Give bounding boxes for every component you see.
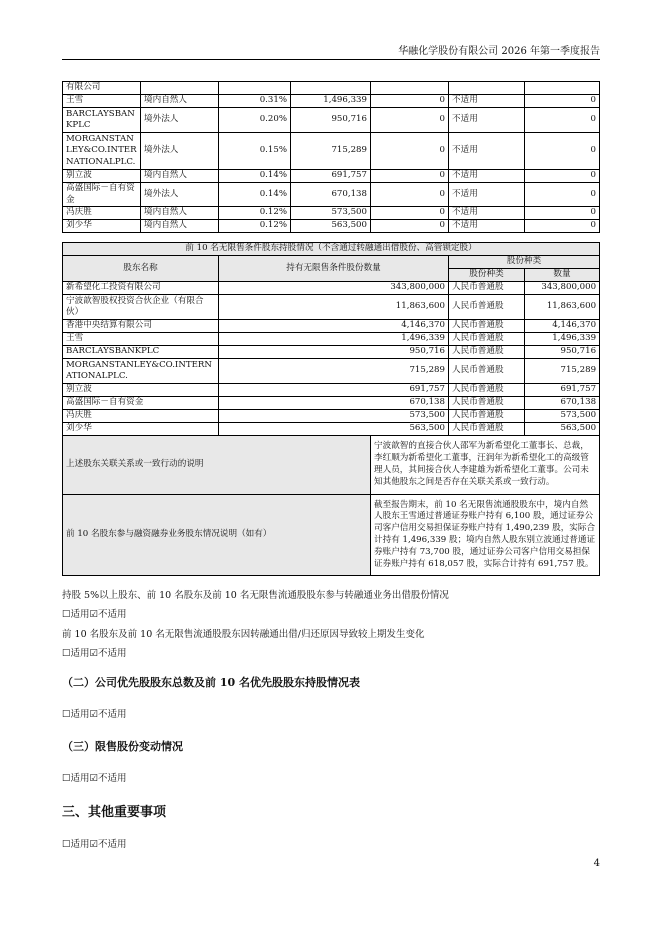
- cell-pct: 0.12%: [219, 207, 291, 220]
- table-row: [63, 207, 600, 220]
- cell-pct: 0.14%: [219, 170, 291, 183]
- table-row: [63, 282, 600, 295]
- cell-restricted: 0: [371, 108, 449, 133]
- cell-nature: 境内自然人: [141, 170, 219, 183]
- related-party-text: 宁波歆智的直接合伙人邵军为新希望化工董事长、总裁，李红顺为新希望化工董事，汪润年为新希望化工的高级管理人员，其间接合伙人李建雄为新希望化工董事。公司未知其他股东之间是否存在关联关系或一致行动。: [371, 436, 600, 495]
- cell-count: 670,138: [525, 397, 600, 410]
- cell-name: 刘少华: [63, 423, 219, 436]
- cell-nature: 境外法人: [141, 108, 219, 133]
- cell-name: 刘少华: [63, 220, 141, 233]
- cell-qty: 950,716: [219, 346, 449, 359]
- table-row: [63, 346, 600, 359]
- cell-name: 别立波: [63, 384, 219, 397]
- cell-qty: 343,800,000: [219, 282, 449, 295]
- table-row: [63, 333, 600, 346]
- cell-name: 别立波: [63, 170, 141, 183]
- table-row: [63, 133, 600, 170]
- cell-qty: 715,289: [219, 359, 449, 384]
- cell-count: 573,500: [525, 410, 600, 423]
- cell-pledge-qty: 0: [525, 207, 600, 220]
- cell-pledge-qty: [525, 82, 600, 95]
- section-other-title: 三、其他重要事项: [62, 805, 167, 820]
- cell-type: 人民币普通股: [449, 295, 525, 320]
- cell-pct: 0.15%: [219, 133, 291, 170]
- cell-type: 人民币普通股: [449, 320, 525, 333]
- cell-pledge: 不适用: [449, 220, 525, 233]
- cell-nature: [141, 82, 219, 95]
- col-header-qty: 持有无限售条件股份数量: [219, 256, 449, 282]
- cell-shares: 715,289: [291, 133, 371, 170]
- unrestricted-holders-table: [62, 242, 600, 576]
- cell-restricted: 0: [371, 170, 449, 183]
- cell-qty: 691,757: [219, 384, 449, 397]
- related-party-label: 上述股东关联关系或一致行动的说明: [63, 436, 371, 495]
- cell-name: MORGANSTANLEY&CO.INTERNATIONALPLC.: [63, 359, 219, 384]
- cell-shares: 670,138: [291, 183, 371, 207]
- cell-type: 人民币普通股: [449, 384, 525, 397]
- cell-pledge: 不适用: [449, 108, 525, 133]
- cell-name: 宁波歆智股权投资合伙企业（有限合伙）: [63, 295, 219, 320]
- cell-name: 新希望化工投资有限公司: [63, 282, 219, 295]
- cell-pct: 0.14%: [219, 183, 291, 207]
- cell-type: 人民币普通股: [449, 397, 525, 410]
- cell-shares: 691,757: [291, 170, 371, 183]
- cell-qty: 4,146,370: [219, 320, 449, 333]
- cell-name: 冯庆胜: [63, 410, 219, 423]
- margin-trading-label: 前 10 名股东参与融资融券业务股东情况说明（如有）: [63, 495, 371, 576]
- cell-name: 高盛国际－自有资金: [63, 183, 141, 207]
- section-preferred-na: ☐适用☑不适用: [62, 709, 127, 720]
- cell-count: 691,757: [525, 384, 600, 397]
- cell-pledge: 不适用: [449, 207, 525, 220]
- table-row: [63, 384, 600, 397]
- cell-type: 人民币普通股: [449, 346, 525, 359]
- cell-nature: 境外法人: [141, 133, 219, 170]
- cell-pct: 0.31%: [219, 95, 291, 108]
- margin-trading-text: 截至报告期末，前 10 名无限售流通股股东中，境内自然人股东王雪通过普通证券账户持有 6,100 股，通过证券公司客户信用交易担保证券账户持有 1,490,239 股，实际合计持有 1,496,339 股；境内自然人股东别立波通过普通证券账户持有 73,700 股，通过证券公司客户信用交易担保证券账户持有 618,057 股，实际合计持有 691,757 股。: [371, 495, 600, 576]
- cell-shares: 950,716: [291, 108, 371, 133]
- cell-qty: 670,138: [219, 397, 449, 410]
- note-line-2: 前 10 名股东及前 10 名无限售流通股股东因转融通出借/归还原因导致较上期发生变化: [62, 629, 425, 640]
- cell-name: BARCLAYSBANKPLC: [63, 346, 219, 359]
- unrestricted-title: 前 10 名无限售条件股东持股情况（不含通过转融通出借股份、高管锁定股）: [63, 243, 600, 256]
- col-header-name: 股东名称: [63, 256, 219, 282]
- table-row: [63, 295, 600, 320]
- cell-count: 4,146,370: [525, 320, 600, 333]
- table-row: [63, 183, 600, 207]
- cell-count: 563,500: [525, 423, 600, 436]
- table-row: [63, 410, 600, 423]
- note-line-1: 持股 5%以上股东、前 10 名股东及前 10 名无限售流通股股东参与转融通业务出借股份情况: [62, 590, 449, 601]
- cell-qty: 573,500: [219, 410, 449, 423]
- cell-pledge: 不适用: [449, 170, 525, 183]
- table-row: [63, 359, 600, 384]
- cell-name: BARCLAYSBANKPLC: [63, 108, 141, 133]
- section-restricted-title: （三）限售股份变动情况: [62, 740, 183, 753]
- cell-count: 950,716: [525, 346, 600, 359]
- cell-name: 冯庆胜: [63, 207, 141, 220]
- cell-pledge-qty: 0: [525, 183, 600, 207]
- cell-name: 有限公司: [63, 82, 141, 95]
- cell-pct: [219, 82, 291, 95]
- table-row: [63, 397, 600, 410]
- cell-qty: 11,863,600: [219, 295, 449, 320]
- cell-type: 人民币普通股: [449, 282, 525, 295]
- cell-pledge-qty: 0: [525, 220, 600, 233]
- cell-name: 王雪: [63, 95, 141, 108]
- cell-pledge-qty: 0: [525, 95, 600, 108]
- note-na-1: ☐适用☑不适用: [62, 609, 127, 620]
- cell-pledge-qty: 0: [525, 170, 600, 183]
- cell-pledge: 不适用: [449, 133, 525, 170]
- cell-name: 香港中央结算有限公司: [63, 320, 219, 333]
- cell-type: 人民币普通股: [449, 333, 525, 346]
- table-row: [63, 82, 600, 95]
- cell-pledge: [449, 82, 525, 95]
- section-other-na: ☐适用☑不适用: [62, 839, 127, 850]
- table-row: [63, 170, 600, 183]
- cell-type: 人民币普通股: [449, 423, 525, 436]
- cell-shares: [291, 82, 371, 95]
- cell-pledge: 不适用: [449, 183, 525, 207]
- cell-nature: 境内自然人: [141, 207, 219, 220]
- cell-shares: 563,500: [291, 220, 371, 233]
- cell-nature: 境内自然人: [141, 220, 219, 233]
- cell-restricted: 0: [371, 207, 449, 220]
- table-row: [63, 220, 600, 233]
- cell-pledge-qty: 0: [525, 133, 600, 170]
- col-header-count: 数量: [525, 269, 600, 282]
- cell-qty: 1,496,339: [219, 333, 449, 346]
- cell-count: 343,800,000: [525, 282, 600, 295]
- cell-nature: 境外法人: [141, 183, 219, 207]
- report-header: 华融化学股份有限公司 2026 年第一季度报告: [398, 46, 600, 57]
- cell-qty: 563,500: [219, 423, 449, 436]
- cell-pct: 0.12%: [219, 220, 291, 233]
- note-na-2: ☐适用☑不适用: [62, 648, 127, 659]
- cell-nature: 境内自然人: [141, 95, 219, 108]
- section-restricted-na: ☐适用☑不适用: [62, 773, 127, 784]
- cell-restricted: 0: [371, 95, 449, 108]
- cell-count: 715,289: [525, 359, 600, 384]
- cell-type: 人民币普通股: [449, 410, 525, 423]
- cell-type: 人民币普通股: [449, 359, 525, 384]
- section-preferred-title: （二）公司优先股股东总数及前 10 名优先股股东持股情况表: [62, 676, 360, 689]
- cell-name: 王雪: [63, 333, 219, 346]
- cell-name: MORGANSTANLEY&CO.INTERNATIONALPLC.: [63, 133, 141, 170]
- cell-count: 1,496,339: [525, 333, 600, 346]
- table-row: [63, 423, 600, 436]
- table-row: [63, 95, 600, 108]
- cell-count: 11,863,600: [525, 295, 600, 320]
- cell-restricted: 0: [371, 183, 449, 207]
- table-row: [63, 108, 600, 133]
- cell-name: 高盛国际－自有资金: [63, 397, 219, 410]
- col-header-type-group: 股份种类: [449, 256, 600, 269]
- table-row: [63, 320, 600, 333]
- cell-pledge-qty: 0: [525, 108, 600, 133]
- cell-shares: 573,500: [291, 207, 371, 220]
- header-divider: [62, 59, 600, 60]
- cell-restricted: 0: [371, 220, 449, 233]
- cell-shares: 1,496,339: [291, 95, 371, 108]
- cell-restricted: 0: [371, 133, 449, 170]
- cell-pct: 0.20%: [219, 108, 291, 133]
- cell-restricted: [371, 82, 449, 95]
- cell-pledge: 不适用: [449, 95, 525, 108]
- page-number: 4: [593, 858, 600, 869]
- col-header-type: 股份种类: [449, 269, 525, 282]
- top10-shareholders-table: [62, 81, 600, 233]
